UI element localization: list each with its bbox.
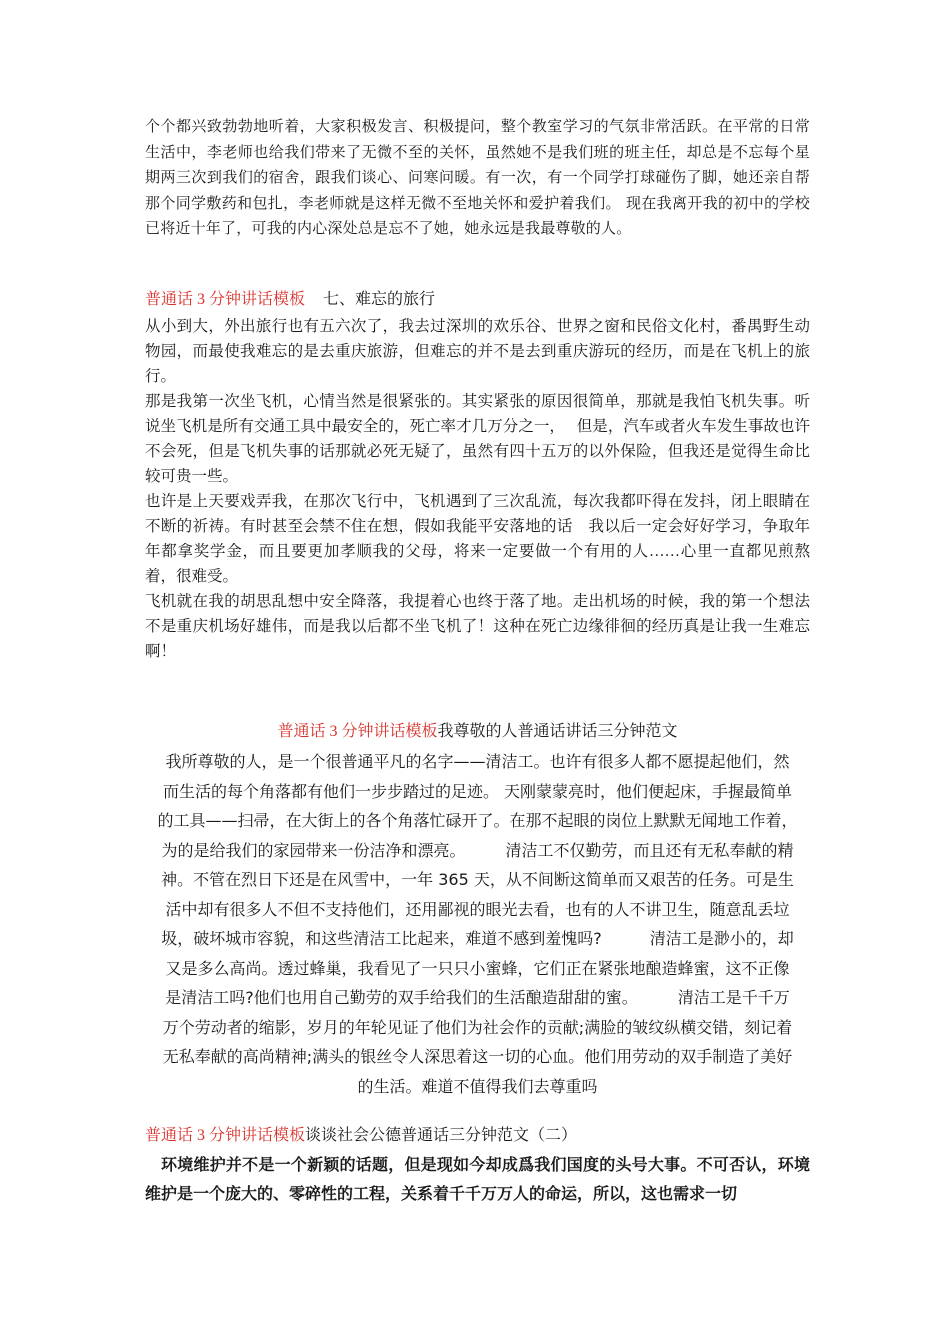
section3-line: 又是多么高尚。透过蜂巢，我看见了一只只小蜜蜂，它们正在紧张地酿造蜂蜜，这不正像 [165,958,790,978]
section1-paragraph: 个个都兴致勃勃地听着，大家积极发言、积极提问，整个教室学习的气氛非常活跃。在平常的日常生活中，李老师也给我们带来了无微不至的关怀，虽然她不是我们班的班主任，却总是不忘每个星期两三次到我们的宿舍，跟我们谈心、问寒问暖。有一次，有一个同学打球碰伤了脚，她还亲自帮那个同学敷药和包扎，李老师就是这样无微不至地关怀和爱护着我们。 现在我离开我的初中的学校已将近十年了，可我的内心深处总是忘不了她，她永远是我最尊敬的人。 [145,117,810,237]
section3-body [145,747,810,1101]
section3-title: 我尊敬的人普通话讲话三分钟范文 [437,723,678,740]
section3-line: 圾，破坏城市容貌，和这些清洁工比起来，难道不感到羞愧吗? 清洁工是渺小的，却 [161,929,794,948]
section3-template-label: 普通话 3 分钟讲话模板 [277,723,438,740]
section2-heading [145,289,810,311]
section2-paragraph-1: 从小到大，外出旅行也有五六次了，我去过深圳的欢乐谷、世界之窗和民俗文化村，番禺野生动物园，而最使我难忘的是去重庆旅游，但难忘的并不是去到重庆游玩的经历，而是在飞机上的旅行。 [145,318,810,385]
section2-paragraph-2: 那是我第一次坐飞机，心情当然是很紧张的。其实紧张的原因很简单，那就是我怕飞机失事。听说坐飞机是所有交通工具中最安全的，死亡率才几万分之一， 但是，汽车或者火车发生事故也许不会死，但是飞机失事的话那就必死无疑了，虽然有四十五万的以外保险，但我还是觉得生命比较可贵一些。 [145,393,810,485]
section3-line: 神。不管在烈日下还是在风雪中，一年 365 天，从不间断这简单而又艰苦的任务。可是生 [161,870,794,889]
section4-template-label: 普通话 3 分钟讲话模板 [145,1127,306,1144]
section3-line: 为的是给我们的家园带来一份洁净和漂亮。 清洁工不仅勤劳，而且还有无私奉献的精 [161,840,794,860]
section2-paragraph-4: 飞机就在我的胡思乱想中安全降落，我提着心也终于落了地。走出机场的时候，我的第一个想法不是重庆机场好雄伟，而是我以后都不坐飞机了！这种在死亡边缘徘徊的经历真是让我一生难忘啊！ [145,593,810,660]
section3-line: 万个劳动者的缩影，岁月的年轮见证了他们为社会作的贡献;满脸的皱纹纵横交错，刻记着 [162,1017,793,1037]
section3-heading [145,721,810,743]
section3-line: 的工具——扫帚，在大街上的各个角落忙碌开了。在那不起眼的岗位上默默无闻地工作着， [157,811,798,830]
section3-line: 的生活。难道不值得我们去尊重吗 [357,1076,598,1096]
section3-line: 是清洁工吗?他们也用自己勤劳的双手给我们的生活酿造甜甜的蜜。 清洁工是千千万 [165,988,790,1007]
section4-title: 谈谈社会公德普通话三分钟范文（二） [305,1127,578,1144]
section4-heading [145,1125,810,1147]
section3-line: 我所尊敬的人，是一个很普通平凡的名字——清洁工。也许有很多人都不愿提起他们，然 [165,752,790,771]
section2-body [145,314,810,664]
section4-paragraph: 环境维护并不是一个新颖的话题，但是现如今却成爲我们国度的头号大事。不可否认，环境维护是一个庞大的、零碎性的工程，关系着千千万万人的命运，所以，这也需求一切 [145,1155,810,1203]
section2-title: 七、难忘的旅行 [323,291,436,308]
section3-line: 无私奉献的高尚精神;满头的银丝令人深思着这一切的心血。他们用劳动的双手制造了美好 [162,1047,793,1066]
section3-line: 而生活的每个角落都有他们一步步踏过的足迹。 天刚蒙蒙亮时，他们便起床，手握最简单 [162,781,793,801]
section2-template-label: 普通话 3 分钟讲话模板 [145,291,306,308]
section2-paragraph-3: 也许是上天要戏弄我，在那次飞行中，飞机遇到了三次乱流，每次我都吓得在发抖，闭上眼睛在不断的祈祷。有时甚至会禁不住在想，假如我能平安落地的话 我以后一定会好好学习，争取年年都拿奖学金，而且要更加孝顺我的父母，将来一定要做一个有用的人……心里一直都见煎熬着，很难受。 [145,493,810,585]
section3-line: 活中却有很多人不但不支持他们，还用鄙视的眼光去看，也有的人不讲卫生，随意乱丢垃 [165,899,790,919]
